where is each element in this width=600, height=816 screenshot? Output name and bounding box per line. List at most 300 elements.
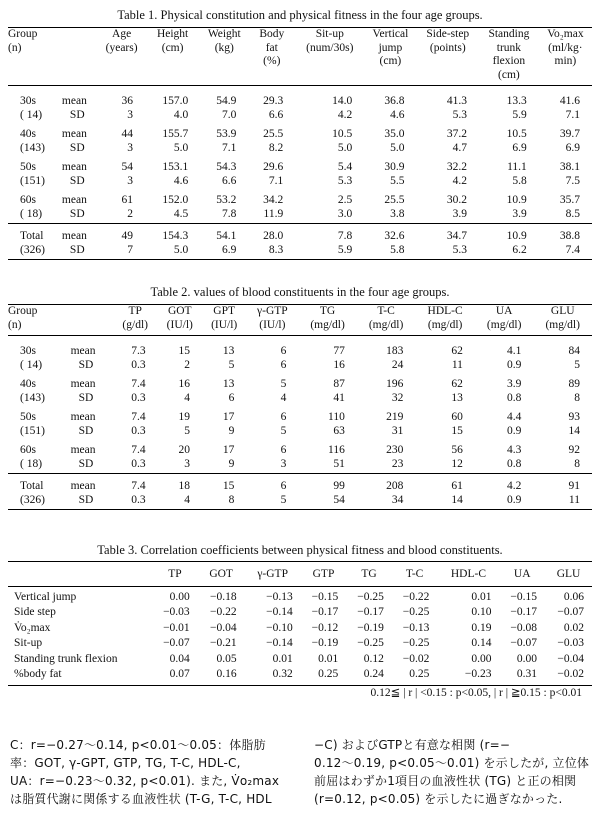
cell-value: 0.31 (499, 666, 545, 685)
table1-col-header (200, 28, 248, 86)
cell-value: 34.2 (263, 194, 284, 206)
cell-value: 29.3 (248, 86, 295, 109)
cell-value: 39.7 (559, 128, 580, 140)
table3-col-header: HDL-C (437, 562, 499, 587)
cell-value: 7.4 (131, 444, 146, 456)
cell-value: 29.6 (263, 161, 284, 173)
header-text: (cm) (379, 55, 402, 67)
table1-col-header (539, 28, 592, 86)
cell-value: 5.0 (337, 141, 353, 154)
cell-value: 5.9 (512, 108, 527, 121)
cell-value: 44 (121, 128, 133, 140)
table1-col-header (248, 28, 295, 86)
cell-value: −0.23 (437, 666, 499, 685)
header-text: Standing (488, 28, 530, 40)
header-text: jump (378, 41, 403, 54)
cell-value: 3.9 (512, 207, 527, 220)
group-label: 50s (20, 161, 36, 173)
cell-value: 12 (451, 457, 463, 470)
header-text: Weight (207, 28, 241, 40)
cell-value: 62 (415, 336, 475, 359)
cell-value: −0.08 (510, 621, 538, 634)
cell-value: −0.04 (209, 621, 237, 634)
cell-value: 13 (202, 336, 246, 359)
body-text-line: 率：GOT, γ-GPT, GTP, TG, T-C, HDL-C, (10, 756, 241, 770)
cell-value: 4.5 (173, 207, 189, 220)
table2-col-header (158, 305, 202, 336)
cell-value: 0.16 (198, 666, 245, 685)
table2-caption: Table 2. values of blood constituents in the four age groups. (150, 285, 450, 299)
table3-col-header: GLU (545, 562, 592, 587)
cell-value: 7.0 (221, 108, 237, 121)
cell-value: 0.19 (471, 621, 492, 634)
cell-value: 8 (574, 457, 580, 470)
table1-col-header (62, 28, 98, 86)
cell-value: 11 (451, 358, 463, 371)
cell-value: 6.2 (479, 244, 539, 260)
body-text-line: C：r=−0.27～0.14, p<0.01～0.05：体脂肪 (10, 738, 266, 752)
cell-value: 0.01 (272, 652, 293, 665)
cell-value: 5 (574, 358, 580, 371)
header-text: GPT (213, 305, 236, 317)
cell-value: 77 (298, 336, 357, 359)
body-text-line: は脂質代謝に関係する血液性状 (T-G, T-C, HDL (10, 792, 272, 806)
cell-value: 15 (451, 424, 463, 437)
cell-value: 4.6 (390, 108, 405, 121)
cell-value: 5.8 (364, 244, 416, 260)
table3-col-header: UA (499, 562, 545, 587)
cell-value: −0.17 (311, 606, 339, 618)
cell-value: 14 (568, 424, 580, 437)
cell-value: 3 (127, 108, 133, 121)
group-n: ( 14) (20, 358, 43, 371)
cell-value: 0.00 (516, 652, 538, 665)
table1 (8, 27, 592, 260)
cell-value: 41.6 (539, 86, 592, 109)
cell-value: 219 (386, 411, 404, 423)
cell-value: 6.6 (221, 174, 237, 187)
table-row (8, 440, 592, 458)
cell-value: 0.00 (471, 652, 492, 665)
table3 (8, 561, 592, 686)
cell-value: 53.9 (216, 128, 237, 140)
header-text: T-C (377, 305, 395, 317)
group-n: (151) (20, 174, 45, 187)
table3-col-header: γ-GTP (245, 562, 301, 587)
table-row (8, 425, 592, 441)
table-row (8, 586, 592, 604)
table3-col-header (8, 562, 152, 587)
table-row (8, 407, 592, 425)
cell-value: 41.3 (417, 86, 480, 109)
table-row (8, 244, 592, 260)
table2-col-header (298, 305, 357, 336)
cell-value: 0.05 (216, 652, 237, 665)
table3-caption: Table 3. Correlation coefficients between physical fitness and blood constituents. (97, 543, 503, 557)
cell-value: 3 (280, 457, 287, 470)
cell-value: 5.0 (145, 244, 200, 260)
cell-value: 11.9 (263, 207, 284, 220)
cell-value: 7.8 (221, 207, 237, 220)
body-text-line: (r=0.12, p<0.05) を示したに過ぎなかった. (314, 792, 563, 806)
cell-value: 5.5 (390, 174, 405, 187)
cell-value: 7.5 (565, 174, 580, 187)
group-label: 50s (20, 411, 36, 423)
table-row (8, 359, 592, 375)
stat-label: SD (69, 207, 85, 220)
cell-value: 15 (202, 474, 246, 494)
header-text: (mg/dl) (545, 318, 580, 331)
header-text: (num/30s) (306, 41, 354, 54)
row-label: Standing trunk flexion (14, 652, 118, 665)
header-text: HDL-C (427, 305, 463, 317)
cell-value: 4.1 (475, 336, 534, 359)
cell-value: 84 (533, 336, 592, 359)
cell-value: 49 (98, 224, 145, 244)
cell-value: 63 (333, 424, 345, 437)
cell-value: 32.6 (364, 224, 416, 244)
cell-value: 3.9 (507, 378, 522, 390)
cell-value: 2 (127, 207, 133, 220)
cell-value: 91 (533, 474, 592, 494)
cell-value: −0.17 (510, 606, 538, 618)
cell-value: 0.24 (346, 666, 392, 685)
cell-value: −0.17 (357, 606, 384, 618)
cell-value: 0.02 (563, 621, 584, 634)
group-n: ( 18) (20, 207, 43, 220)
stat-label: mean (70, 444, 96, 456)
cell-value: 6 (280, 411, 287, 423)
header-text: (mg/dl) (310, 318, 345, 331)
stat-label: SD (78, 358, 94, 371)
cell-value: 61 (121, 194, 133, 206)
table-row (8, 86, 592, 109)
cell-value: −0.15 (301, 586, 347, 604)
cell-value: 7.4 (131, 411, 146, 423)
cell-value: 4.4 (507, 411, 522, 423)
cell-value: 0.12 (363, 652, 384, 665)
header-text: Vo₂max (547, 28, 584, 40)
cell-value: 4.0 (173, 108, 189, 121)
body-text-right (314, 736, 596, 808)
cell-value: −0.22 (392, 586, 438, 604)
cell-value: 92 (568, 444, 580, 456)
cell-value: 6 (246, 336, 298, 359)
cell-value: 5.3 (337, 174, 353, 187)
cell-value: 153.1 (162, 161, 189, 173)
table2-col-header (8, 305, 71, 336)
header-text: TP (128, 305, 142, 317)
cell-value: 8.5 (565, 207, 580, 220)
table1-header-row (8, 28, 592, 86)
cell-value: 10.5 (332, 128, 353, 140)
table2-col-header (71, 305, 113, 336)
cell-value: 9 (228, 457, 235, 470)
cell-value: −0.03 (163, 606, 190, 618)
cell-value: 0.9 (507, 424, 522, 437)
stat-label: mean (62, 86, 98, 109)
cell-value: −0.07 (510, 637, 538, 649)
cell-value: 5.0 (173, 141, 189, 154)
table2-col-header (415, 305, 475, 336)
table-row (8, 190, 592, 208)
header-text: Group (8, 305, 38, 317)
cell-value: −0.14 (266, 637, 293, 649)
cell-value: 10.9 (506, 194, 527, 206)
cell-value: 5.4 (337, 161, 353, 173)
cell-value: 4 (280, 391, 287, 404)
stat-label: mean (71, 336, 113, 359)
cell-value: 0.9 (507, 358, 522, 371)
cell-value: −0.04 (557, 652, 584, 665)
header-text: (cm) (498, 68, 520, 81)
cell-value: 25.5 (263, 128, 284, 140)
header-text: (points) (429, 41, 466, 54)
cell-value: 4.2 (452, 174, 468, 187)
cell-value: 0.00 (152, 586, 198, 604)
header-text: UA (495, 305, 513, 317)
cell-value: 38.1 (559, 161, 580, 173)
cell-value: 4.2 (337, 108, 353, 121)
cell-value: 4 (158, 494, 202, 510)
group-label: 60s (20, 194, 36, 206)
cell-value: 31 (391, 424, 404, 437)
cell-value: 5.0 (390, 141, 405, 154)
cell-value: 4.7 (452, 141, 468, 154)
cell-value: 5.9 (295, 244, 364, 260)
stat-label: mean (62, 224, 98, 244)
cell-value: 0.14 (471, 637, 492, 649)
cell-value: 17 (222, 411, 235, 423)
cell-value: 10.5 (506, 128, 527, 140)
stat-label: SD (69, 174, 85, 187)
cell-value: 0.04 (169, 652, 190, 665)
table2-col-header (357, 305, 416, 336)
stat-label: SD (69, 108, 85, 121)
stat-label: SD (78, 424, 94, 437)
cell-value: 4.3 (507, 444, 522, 456)
cell-value: 30.2 (446, 194, 468, 206)
cell-value: 7 (98, 244, 145, 260)
group-label: Total (8, 224, 62, 244)
cell-value: 35.7 (559, 194, 580, 206)
cell-value: 157.0 (145, 86, 200, 109)
group-n: (151) (20, 424, 45, 437)
table1-col-header (295, 28, 364, 86)
stat-label: mean (61, 161, 87, 173)
cell-value: 32.2 (446, 161, 468, 173)
cell-value: 3.9 (452, 207, 468, 220)
header-text: Side-step (426, 28, 470, 40)
table2-col-header (475, 305, 534, 336)
cell-value: 16 (333, 358, 345, 371)
cell-value: 7.4 (539, 244, 592, 260)
cell-value: 14.0 (295, 86, 364, 109)
cell-value: 5.8 (512, 174, 527, 187)
cell-value: −0.13 (245, 586, 301, 604)
header-text: (mg/dl) (486, 318, 522, 331)
cell-value: 11 (533, 494, 592, 510)
stat-label: mean (70, 411, 96, 423)
cell-value: 0.3 (113, 494, 158, 510)
cell-value: −0.07 (557, 606, 584, 618)
cell-value: 41 (333, 391, 345, 404)
table3-header-row (8, 562, 592, 587)
table1-col-header (98, 28, 145, 86)
body-text-left (10, 736, 295, 808)
cell-value: 6 (228, 391, 235, 404)
table3-col-header: GOT (198, 562, 245, 587)
group-n: (143) (20, 391, 45, 404)
cell-value: 152.0 (162, 194, 189, 206)
cell-value: 7.4 (131, 378, 146, 390)
cell-value: 23 (391, 457, 404, 470)
group-n: ( 18) (20, 457, 43, 470)
header-text: Height (156, 28, 189, 40)
cell-value: 0.32 (245, 666, 301, 685)
stat-label: mean (71, 474, 113, 494)
table-row (8, 620, 592, 636)
table-row (8, 651, 592, 667)
cell-value: 8 (574, 391, 580, 404)
table2-col-header (202, 305, 246, 336)
header-text: min) (554, 55, 577, 67)
cell-value: 54.1 (200, 224, 248, 244)
cell-value: 5 (184, 424, 190, 437)
cell-value: 3.8 (390, 207, 405, 220)
table-row (8, 494, 592, 510)
cell-value: 0.01 (318, 652, 339, 665)
table2-col-header (246, 305, 298, 336)
cell-value: 196 (386, 378, 404, 390)
cell-value: 6.6 (268, 108, 284, 121)
header-text: (mg/dl) (427, 318, 463, 331)
cell-value: 0.25 (392, 666, 438, 685)
row-label: Vertical jump (8, 586, 152, 604)
cell-value: 0.10 (471, 606, 492, 618)
cell-value: 8.3 (248, 244, 295, 260)
cell-value: 154.3 (145, 224, 200, 244)
cell-value: −0.03 (557, 637, 584, 649)
cell-value: 2 (184, 358, 190, 371)
cell-value: 0.8 (507, 391, 522, 404)
cell-value: 11.1 (507, 161, 527, 173)
table-row (8, 124, 592, 142)
table3-significance-note: 0.12≦ | r | <0.15 : p<0.05, | r | ≧0.15 : p<0.01 (370, 687, 582, 699)
table1-col-header (417, 28, 480, 86)
table1-col-header (364, 28, 416, 86)
cell-value: 36 (98, 86, 145, 109)
table-row (8, 666, 592, 685)
cell-value: 54 (121, 161, 133, 173)
table2 (8, 304, 592, 510)
cell-value: 6.9 (512, 141, 527, 154)
cell-value: 0.01 (437, 586, 499, 604)
cell-value: 4.6 (173, 174, 189, 187)
header-text: γ-GTP (257, 305, 288, 317)
cell-value: 28.0 (248, 224, 295, 244)
header-text: (IU/l) (211, 318, 238, 331)
cell-value: 2.5 (337, 194, 353, 206)
cell-value: 7.1 (221, 141, 237, 154)
cell-value: 0.25 (301, 666, 347, 685)
header-text: (n) (8, 41, 22, 54)
body-text-line: 0.12～0.19, p<0.05～0.01) を示したが, 立位体 (314, 756, 590, 770)
cell-value: 14 (415, 494, 475, 510)
cell-value: 13 (451, 391, 463, 404)
stat-label: SD (62, 244, 98, 260)
group-label: 60s (20, 444, 36, 456)
cell-value: 61 (415, 474, 475, 494)
table2-col-header (533, 305, 592, 336)
cell-value: 0.8 (507, 457, 522, 470)
header-text: (years) (105, 41, 138, 54)
cell-value: −0.07 (163, 637, 190, 649)
cell-value: 0.3 (131, 391, 146, 404)
cell-value: −0.18 (198, 586, 245, 604)
cell-value: 34 (357, 494, 416, 510)
cell-value: −0.15 (499, 586, 545, 604)
cell-value: −0.19 (311, 637, 339, 649)
table-row (8, 142, 592, 158)
table-row (8, 175, 592, 191)
cell-value: 4.2 (475, 474, 534, 494)
cell-value: 53.2 (216, 194, 237, 206)
header-text: flexion (492, 55, 526, 67)
group-n: ( 14) (20, 108, 43, 121)
table1-col-header (479, 28, 539, 86)
cell-value: 7.8 (295, 224, 364, 244)
cell-value: 5 (228, 358, 235, 371)
cell-value: 7.4 (113, 474, 158, 494)
cell-value: 6 (280, 358, 287, 371)
cell-value: 54.3 (216, 161, 237, 173)
table-row (8, 374, 592, 392)
cell-value: 5 (246, 494, 298, 510)
cell-value: −0.14 (266, 606, 293, 618)
group-label: 40s (20, 128, 36, 140)
cell-value: 155.7 (162, 128, 189, 140)
header-text: GLU (550, 305, 575, 317)
cell-value: 62 (451, 378, 463, 390)
table3-col-header: TP (152, 562, 198, 587)
table1-col-header (8, 28, 62, 86)
table1-col-header (145, 28, 200, 86)
cell-value: −0.25 (402, 606, 430, 618)
cell-value: 10.9 (479, 224, 539, 244)
header-text: Group (8, 28, 38, 40)
cell-value: 32 (391, 391, 404, 404)
body-text-line: −C) およびGTPと有意な相関 (r=− (314, 738, 511, 752)
cell-value: 5 (280, 378, 287, 390)
cell-value: 5.3 (417, 244, 480, 260)
header-text: TG (319, 305, 336, 317)
table-row (8, 109, 592, 125)
cell-value: 89 (568, 378, 580, 390)
table2-header-row (8, 305, 592, 336)
cell-value: 6 (280, 444, 287, 456)
cell-value: 25.5 (384, 194, 405, 206)
table3-col-header: TG (346, 562, 392, 587)
stat-label: SD (71, 494, 113, 510)
header-text: (IU/l) (166, 318, 193, 331)
cell-value: 34.7 (417, 224, 480, 244)
header-text: (mg/dl) (368, 318, 404, 331)
cell-value: 54 (298, 494, 357, 510)
body-text-line: UA：r=−0.23～0.32, p<0.01). また, V̇o₂max (10, 774, 280, 788)
cell-value: 4 (184, 391, 190, 404)
table-row (8, 157, 592, 175)
